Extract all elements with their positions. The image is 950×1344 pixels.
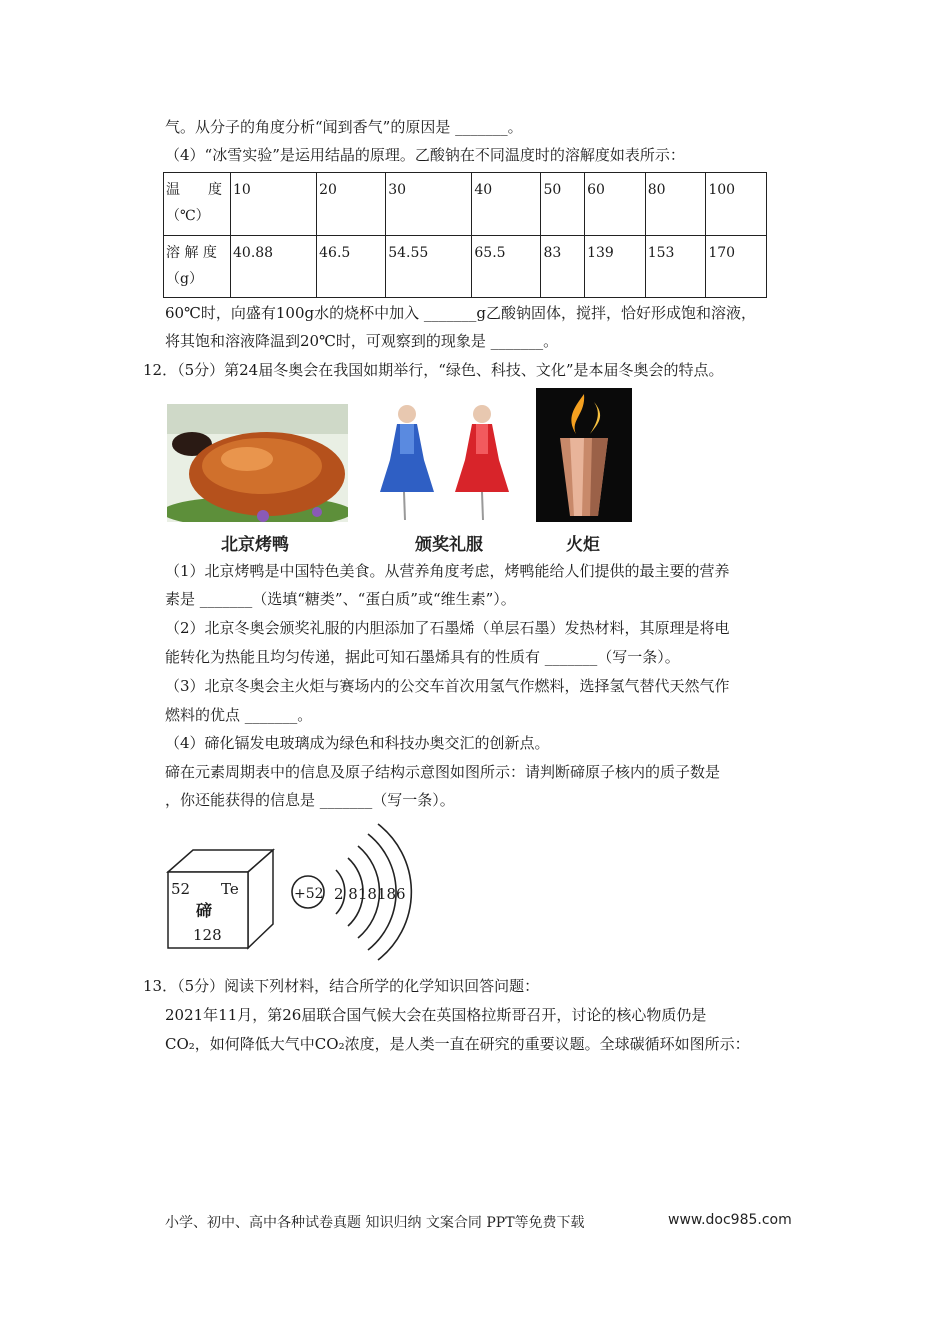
element-symbol: Te [221, 880, 239, 898]
solubility-table [163, 172, 767, 298]
table-cell: 46.5 [317, 235, 386, 298]
torch-image [536, 388, 632, 522]
table-cell: 170 [706, 235, 767, 298]
table-cell: 153 [645, 235, 706, 298]
award-dress-image [372, 400, 520, 522]
table-cell: 83 [541, 235, 585, 298]
text-line: （1）北京烤鸭是中国特色美食。从营养角度考虑，烤鸭能给人们提供的最主要的营养 [165, 562, 730, 580]
footer-url[interactable]: www.doc985.com [668, 1212, 792, 1228]
table-cell: 80 [645, 173, 706, 236]
table-cell: 100 [706, 173, 767, 236]
text-line: （3）北京冬奥会主火炬与赛场内的公交车首次用氢气作燃料，选择氢气替代天然气作 [165, 677, 730, 695]
text-line: 将其饱和溶液降温到20℃时，可观察到的现象是 _______。 [165, 332, 559, 350]
table-cell: 20 [317, 173, 386, 236]
table-cell: 65.5 [472, 235, 541, 298]
text-line: 能转化为热能且均匀传递，据此可知石墨烯具有的性质有 _______（写一条）。 [165, 648, 680, 666]
text-line: （4）“冰雪实验”是运用结晶的原理。乙酸钠在不同温度时的溶解度如表所示： [165, 146, 685, 164]
table-header-cell: 温 度（℃） [164, 173, 231, 236]
text-line: 燃料的优点 _______。 [165, 706, 313, 724]
text-line: CO₂，如何降低大气中CO₂浓度，是人类一直在研究的重要议题。全球碳循环如图所示： [165, 1035, 750, 1053]
table-cell: 40 [472, 173, 541, 236]
question-12: 12．（5分）第24届冬奥会在我国如期举行，“绿色、科技、文化”是本届冬奥会的特点。 [143, 361, 724, 379]
text-line: （2）北京冬奥会颁奖礼服的内胆添加了石墨烯（单层石墨）发热材料，其原理是将电 [165, 619, 730, 637]
electron-shells: 2 818186 [334, 885, 406, 903]
nucleus-charge: +52 [294, 886, 324, 902]
element-name: 碲 [196, 901, 213, 920]
table-cell: 50 [541, 173, 585, 236]
table-cell: 30 [386, 173, 472, 236]
table-cell: 10 [231, 173, 317, 236]
roast-duck-image [167, 404, 348, 522]
table-row [164, 235, 767, 298]
table-header-cell: 溶 解 度（g） [164, 235, 231, 298]
atomic-number: 52 [171, 880, 191, 898]
text-line: ，你还能获得的信息是 _______（写一条）。 [165, 791, 455, 809]
figure-label: 北京烤鸭 [221, 535, 289, 555]
atomic-mass: 128 [193, 926, 222, 944]
text-line: 碲在元素周期表中的信息及原子结构示意图如图所示：请判断碲原子核内的质子数是 [165, 763, 721, 781]
table-cell: 40.88 [231, 235, 317, 298]
text-line: 气。从分子的角度分析“闻到香气”的原因是 _______。 [165, 118, 523, 136]
table-row [164, 173, 767, 236]
footer-text: 小学、初中、高中各种试卷真题 知识归纳 文案合同 PPT等免费下载 [165, 1215, 585, 1231]
text-line: 2021年11月，第26届联合国气候大会在英国格拉斯哥召开，讨论的核心物质仍是 [165, 1006, 707, 1024]
table-cell: 60 [585, 173, 646, 236]
table-cell: 54.55 [386, 235, 472, 298]
table-cell: 139 [585, 235, 646, 298]
question-13: 13．（5分）阅读下列材料，结合所学的化学知识回答问题： [143, 977, 540, 995]
text-line: 素是 _______（选填“糖类”、“蛋白质”或“维生素”）。 [165, 590, 516, 608]
figure-label: 颁奖礼服 [415, 535, 483, 555]
text-line: 60℃时，向盛有100g水的烧杯中加入 _______g乙酸钠固体，搅拌，恰好形成饱和溶液， [165, 304, 756, 322]
figure-label: 火炬 [566, 535, 600, 555]
text-line: （4）碲化镉发电玻璃成为绿色和科技办奥交汇的创新点。 [165, 734, 550, 752]
